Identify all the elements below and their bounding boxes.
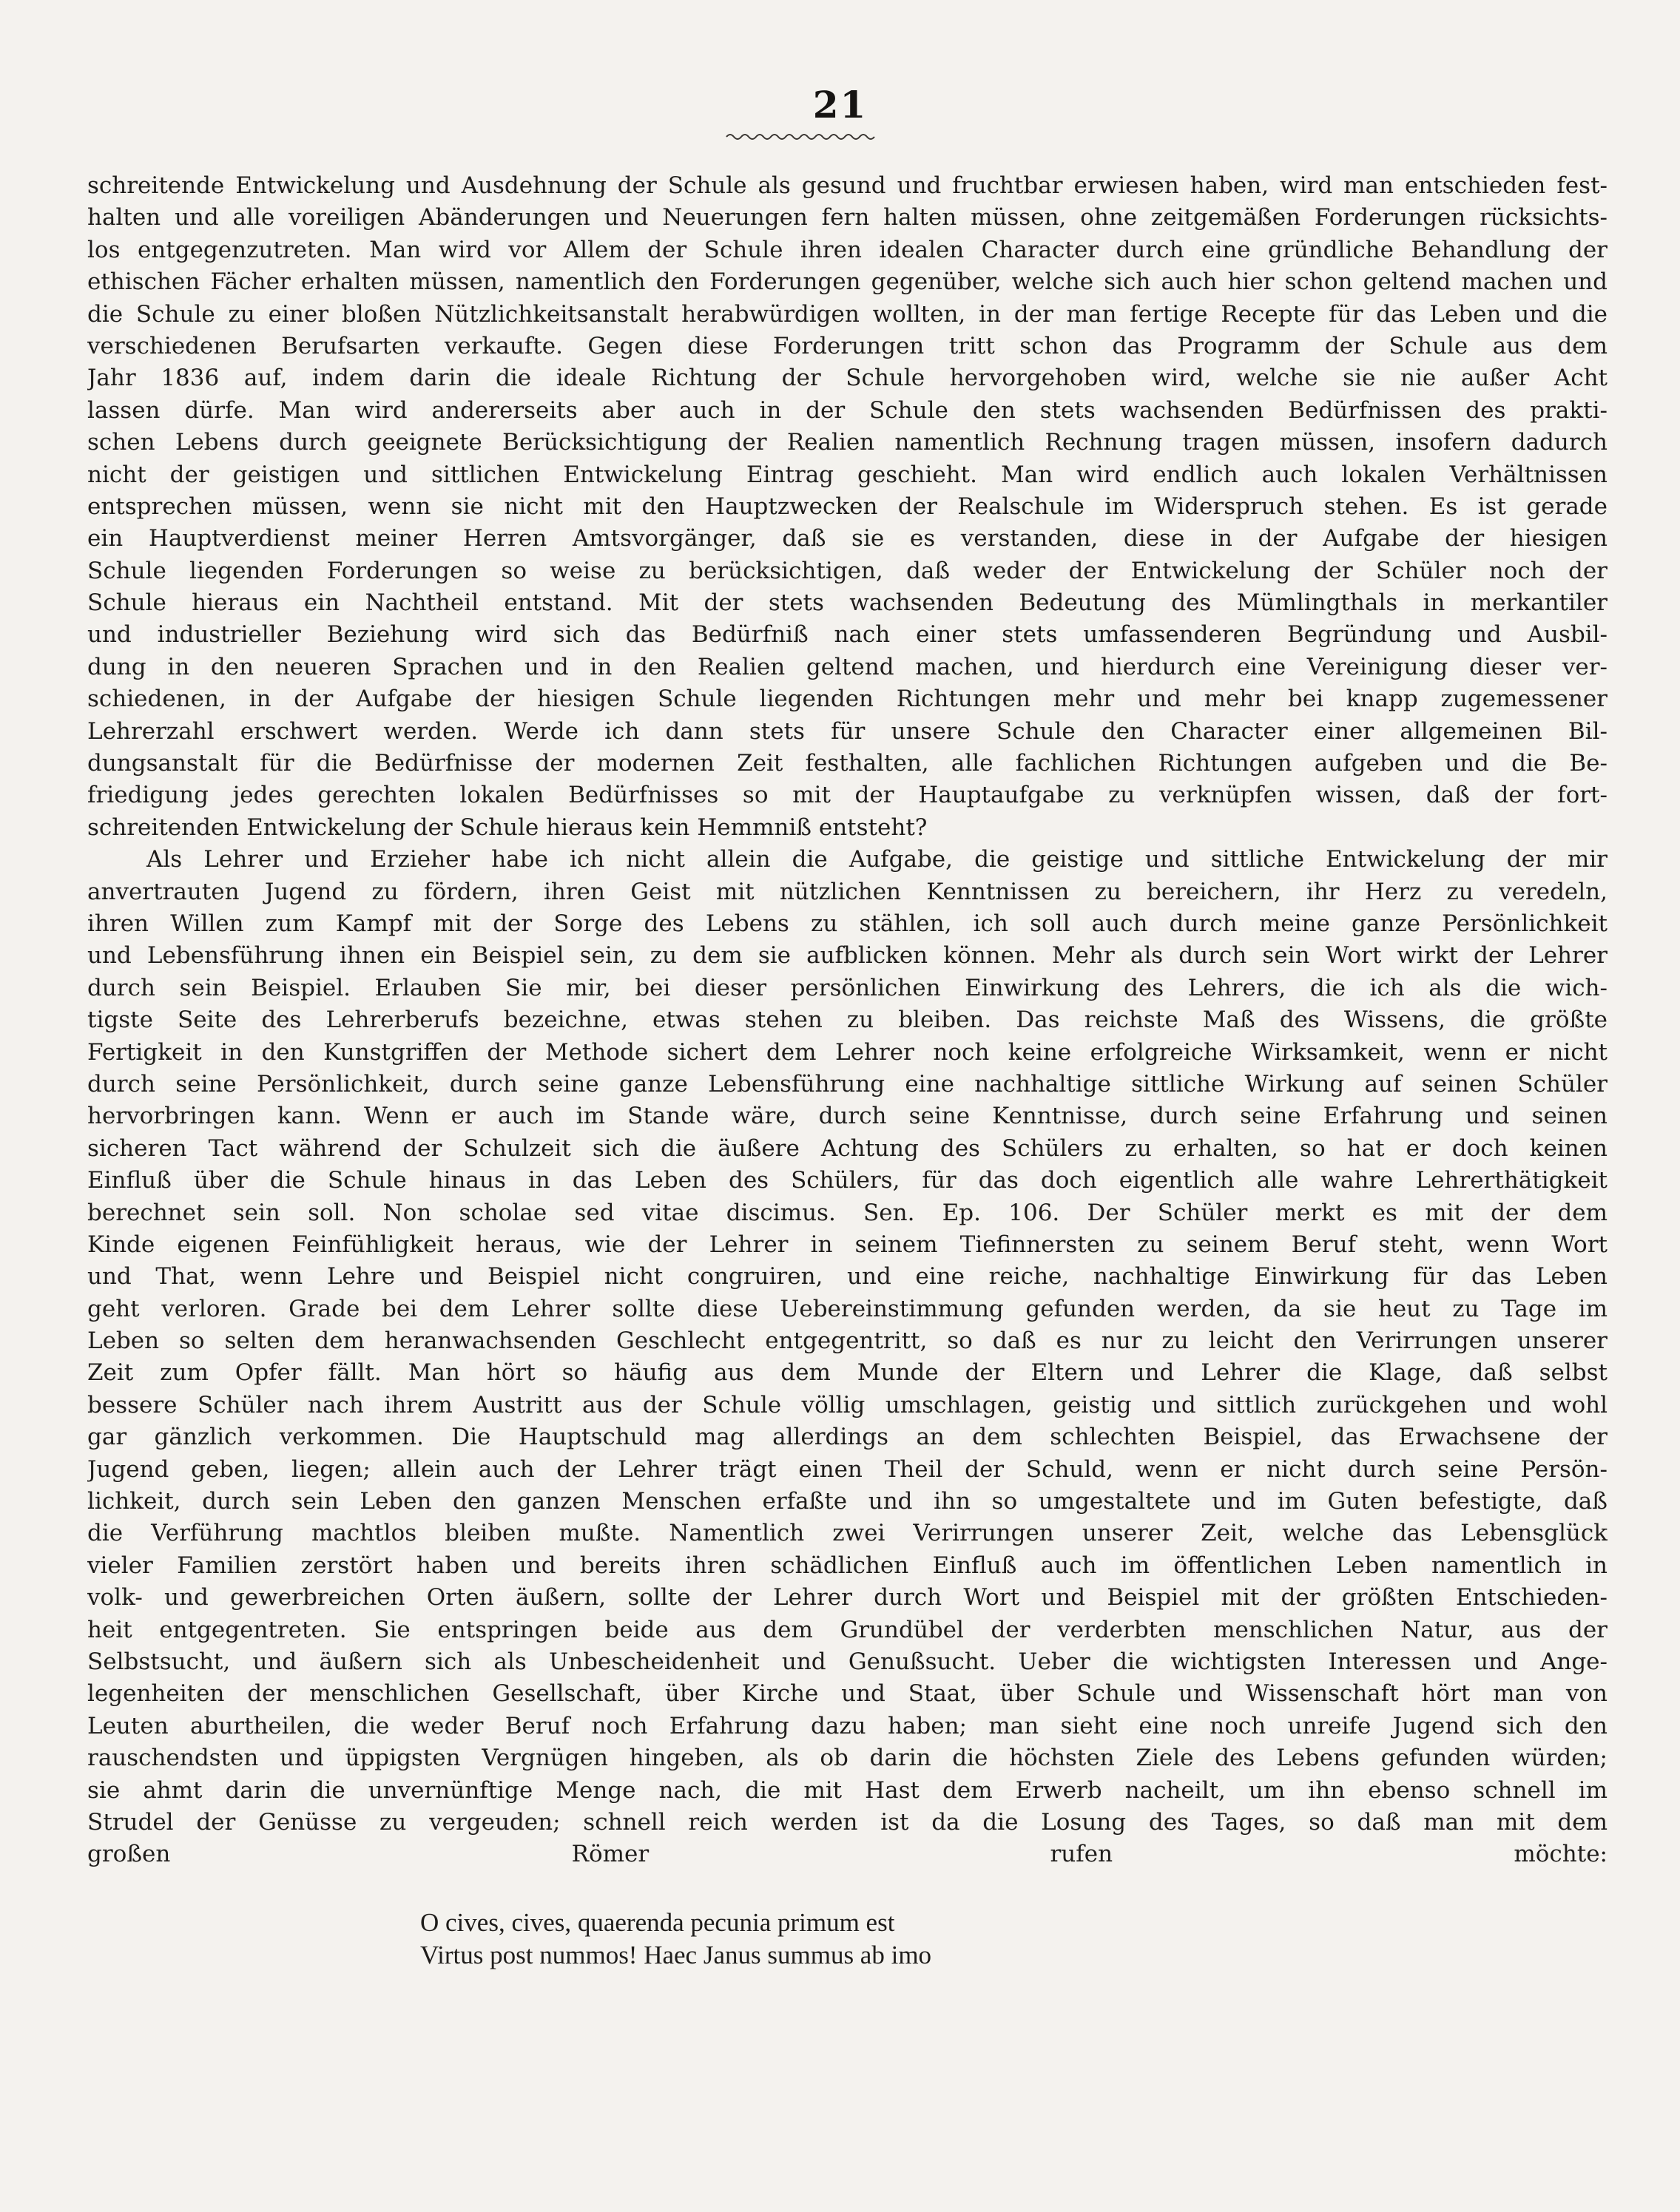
text-line: tigste Seite des Lehrerberufs bezeichne, etwas stehen zu bleiben. Das reichste Maß des Wissens, die größte [87,1007,1608,1034]
text-line: Einfluß über die Schule hinaus in das Leben des Schülers, für das doch eigentlich alle wahre Lehrerthätigkeit [87,1167,1608,1194]
text-line: vieler Familien zerstört haben und bereits ihren schädlichen Einfluß auch im öffentlichen Leben namentlich in [87,1552,1608,1579]
text-line: Leuten aburtheilen, die weder Beruf noch Erfahrung dazu haben; man sieht eine noch unreife Jugend sich den [87,1712,1608,1739]
text-line: Strudel der Genüsse zu vergeuden; schnell reich werden ist da die Losung des Tages, so daß man mit dem [87,1808,1608,1836]
text-line: dung in den neueren Sprachen und in den Realien geltend machen, und hierdurch eine Vereinigung dieser ver- [87,653,1608,680]
text-line: schreitenden Entwickelung der Schule hieraus kein Hemmniß entsteht? [87,814,928,841]
text-line: großen Römer rufen möchte: [87,1841,1608,1868]
text-line: Jugend geben, liegen; allein auch der Lehrer trägt einen Theil der Schuld, wenn er nicht durch seine Persön- [87,1455,1608,1483]
text-line: gar gänzlich verkommen. Die Hauptschuld mag allerdings an dem schlechten Beispiel, das Erwachsene der [87,1424,1608,1451]
text-line: Selbstsucht, und äußern sich als Unbescheidenheit und Genußsucht. Ueber die wichtigsten Interessen und Ange- [87,1648,1608,1675]
text-line: Leben so selten dem heranwachsenden Geschlecht entgegentritt, so daß es nur zu leicht den Verirrungen unserer [87,1327,1608,1355]
text-line: rauschendsten und üppigsten Vergnügen hingeben, als ob darin die höchsten Ziele des Lebens gefunden würden; [87,1745,1608,1772]
text-line: ethischen Fächer erhalten müssen, namentlich den Forderungen gegenüber, welche sich auch hier schon geltend machen und [87,268,1608,296]
latin-quote-line-1: O cives, cives, quaerenda pecunia primum est [420,1908,895,1937]
text-line: und industrieller Beziehung wird sich das Bedürfniß nach einer stets umfassenderen Begründung und Ausbil- [87,621,1608,649]
header-ornament [725,132,880,142]
text-line: bessere Schüler nach ihrem Austritt aus der Schule völlig umschlagen, geistig und sittlich zurückgehen und wohl [87,1391,1608,1418]
text-line: Schule liegenden Forderungen so weise zu berücksichtigen, daß weder der Entwickelung der Schüler noch der [87,557,1608,584]
text-line: geht verloren. Grade bei dem Lehrer sollte diese Uebereinstimmung gefunden werden, da sie heut zu Tage im [87,1295,1608,1322]
text-line: entsprechen müssen, wenn sie nicht mit den Hauptzwecken der Realschule im Widerspruch stehen. Es ist gerade [87,493,1608,520]
text-line: ihren Willen zum Kampf mit der Sorge des Lebens zu stählen, ich soll auch durch meine ganze Persönlichkeit [87,910,1608,937]
text-line: Lehrerzahl erschwert werden. Werde ich dann stets für unsere Schule den Character einer allgemeinen Bil- [87,717,1608,745]
text-line: durch sein Beispiel. Erlauben Sie mir, bei dieser persönlichen Einwirkung des Lehrers, die ich als die wich- [87,974,1608,1001]
text-line: los entgegenzutreten. Man wird vor Allem der Schule ihren idealen Character durch eine gründliche Behandlung der [87,236,1608,263]
text-line: schiedenen, in der Aufgabe der hiesigen Schule liegenden Richtungen mehr und mehr bei knapp zugemessener [87,686,1608,713]
text-line: verschiedenen Berufsarten verkaufte. Gegen diese Forderungen tritt schon das Programm der Schule aus dem [87,332,1608,359]
text-line: lichkeit, durch sein Leben den ganzen Menschen erfaßte und ihn so umgestaltete und im Guten befestigte, daß [87,1488,1608,1515]
text-line: Schule hieraus ein Nachtheil entstand. Mit der stets wachsenden Bedeutung des Mümlingthals in merkantiler [87,589,1608,617]
text-line: heit entgegentreten. Sie entspringen beide aus dem Grundübel der verderbten menschlichen Natur, aus der [87,1616,1608,1643]
text-line: die Verführung machtlos bleiben mußte. Namentlich zwei Verirrungen unserer Zeit, welche das Lebensglück [87,1520,1608,1547]
text-line: Jahr 1836 auf, indem darin die ideale Richtung der Schule hervorgehoben wird, welche sie nie außer Acht [87,365,1608,392]
text-line: durch seine Persönlichkeit, durch seine ganze Lebensführung eine nachhaltige sittliche Wirkung auf seinen Schüler [87,1070,1608,1097]
body-text [87,170,1608,1871]
text-line: nicht der geistigen und sittlichen Entwickelung Eintrag geschieht. Man wird endlich auch lokalen Verhältnissen [87,461,1608,488]
text-line: halten und alle voreiligen Abänderungen und Neuerungen fern halten müssen, ohne zeitgemäßen Forderungen rücksichts- [87,204,1608,231]
text-line: ein Hauptverdienst meiner Herren Amtsvorgänger, daß sie es verstanden, diese in der Aufgabe der hiesigen [87,525,1608,552]
text-line: anvertrauten Jugend zu fördern, ihren Geist mit nützlichen Kenntnissen zu bereichern, ihr Herz zu veredeln, [87,878,1608,905]
text-line: schen Lebens durch geeignete Berücksichtigung der Realien namentlich Rechnung tragen müssen, insofern dadurch [87,429,1608,456]
text-line: Als Lehrer und Erzieher habe ich nicht allein die Aufgabe, die geistige und sittliche Entwickelung der mir [146,846,1608,873]
text-line: dungsanstalt für die Bedürfnisse der modernen Zeit festhalten, alle fachlichen Richtungen aufgeben und die Be- [87,750,1608,777]
text-line: schreitende Entwickelung und Ausdehnung der Schule als gesund und fruchtbar erwiesen haben, wird man entschieden fest- [87,172,1608,199]
latin-quote-line-2: Virtus post nummos! Haec Janus summus ab imo [420,1941,932,1969]
text-line: und That, wenn Lehre und Beispiel nicht congruiren, und eine reiche, nachhaltige Einwirkung für das Leben [87,1263,1608,1291]
text-line: berechnet sein soll. Non scholae sed vitae discimus. Sen. Ep. 106. Der Schüler merkt es mit der dem [87,1199,1608,1226]
text-line: legenheiten der menschlichen Gesellschaft, über Kirche und Staat, über Schule und Wissenschaft hört man von [87,1680,1608,1708]
text-line: Zeit zum Opfer fällt. Man hört so häufig aus dem Munde der Eltern und Lehrer die Klage, daß selbst [87,1359,1608,1387]
text-line: und Lebensführung ihnen ein Beispiel sein, zu dem sie aufblicken können. Mehr als durch sein Wort wirkt der Lehrer [87,942,1608,970]
text-line: sie ahmt darin die unvernünftige Menge nach, die mit Hast dem Erwerb nacheilt, um ihn ebenso schnell im [87,1776,1608,1804]
text-line: volk- und gewerbreichen Orten äußern, sollte der Lehrer durch Wort und Beispiel mit der größten Entschieden- [87,1584,1608,1611]
text-line: die Schule zu einer bloßen Nützlichkeitsanstalt herabwürdigen wollten, in der man fertige Recepte für das Leben und die [87,300,1608,328]
page-number: 21 [812,83,868,126]
text-line: sicheren Tact während der Schulzeit sich die äußere Achtung des Schülers zu erhalten, so hat er doch keinen [87,1134,1608,1162]
text-line: Kinde eigenen Feinfühligkeit heraus, wie der Lehrer in seinem Tiefinnersten zu seinem Beruf steht, wenn Wort [87,1231,1608,1258]
text-line: hervorbringen kann. Wenn er auch im Stande wäre, durch seine Kenntnisse, durch seine Erfahrung und seinen [87,1103,1608,1130]
text-line: lassen dürfe. Man wird andererseits aber auch in der Schule den stets wachsenden Bedürfnissen des prakti- [87,396,1608,424]
text-line: friedigung jedes gerechten lokalen Bedürfnisses so mit der Hauptaufgabe zu verknüpfen wissen, daß der fort- [87,782,1608,809]
text-line: Fertigkeit in den Kunstgriffen der Methode sichert dem Lehrer noch keine erfolgreiche Wirksamkeit, wenn er nicht [87,1038,1608,1066]
